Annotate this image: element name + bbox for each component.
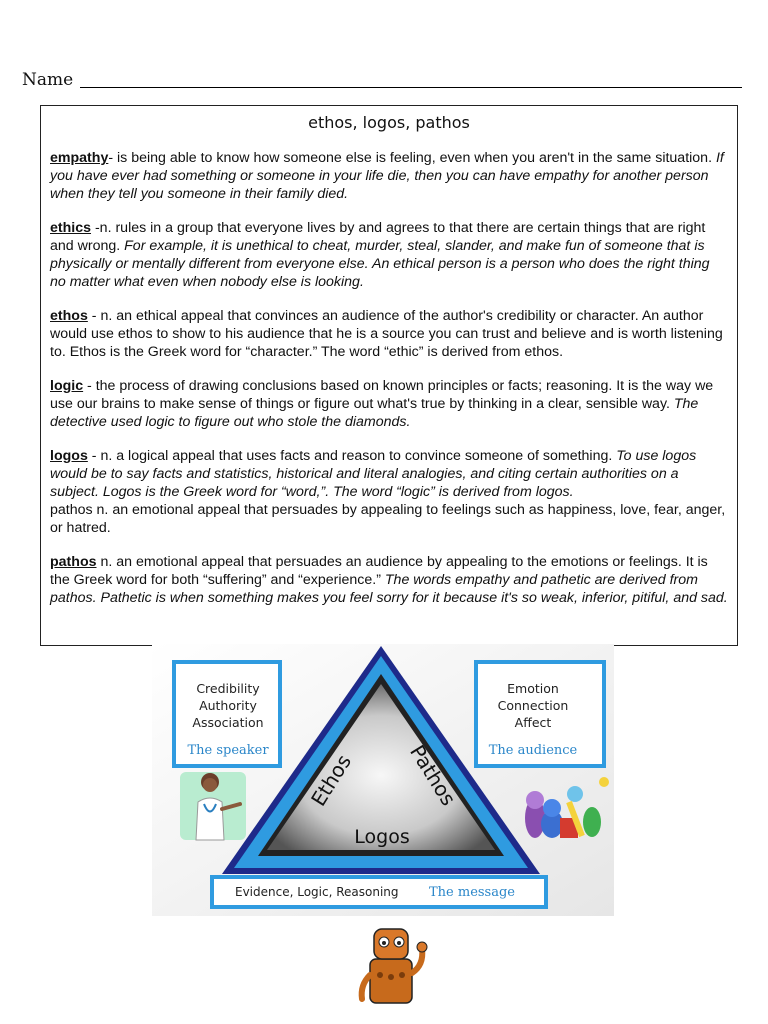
pathos-short-def: pathos n. an emotional appeal that persuades by appealing to feelings such as happiness, love, fear, anger, or hatred. <box>50 502 726 536</box>
entry-logic <box>50 377 729 431</box>
def-logic: - the process of drawing conclusions based on known principles or facts; reasoning. It is the way we use our brains to make sense of things or figure out what's true by thinking in a clear, sensible way. <box>50 378 714 412</box>
rhetorical-triangle-graphic <box>152 644 614 916</box>
box-title: ethos, logos, pathos <box>308 113 470 132</box>
logos-label: Logos <box>354 826 410 848</box>
example-logic: The detective used logic to figure out who stole the diamonds. <box>50 396 699 430</box>
speaker-tag: The speaker <box>187 743 269 758</box>
ethos-box-line-1: Credibility <box>196 681 260 696</box>
term-logic: logic <box>50 378 84 394</box>
entry-logos <box>50 447 729 537</box>
doctor-illustration <box>180 772 246 840</box>
entry-empathy <box>50 149 729 203</box>
audience-tag: The audience <box>488 743 578 758</box>
logos-box-text: Evidence, Logic, Reasoning <box>235 885 399 899</box>
example-empathy: If you have ever had something or someone in your life die, then you can have empathy for another person when they tell you someone in their family died. <box>50 150 724 202</box>
name-line[interactable] <box>80 87 742 88</box>
term-empathy: empathy <box>50 150 109 166</box>
term-ethos: ethos <box>50 308 88 324</box>
term-pathos: pathos <box>50 554 97 570</box>
ethos-label: Ethos <box>306 750 357 811</box>
entry-ethos <box>50 307 729 361</box>
pathos-label: Pathos <box>405 740 461 810</box>
name-row <box>22 70 742 92</box>
example-pathos: The words empathy and pathetic are derived from pathos. Pathetic is when something makes you feel sorry for it because it's so weak, inferior, pitiful, and sad. <box>50 572 728 606</box>
def-ethos: - n. an ethical appeal that convinces an audience of the author's credibility or character. An author would use ethos to show to his audience that he is a source you can trust and believe and is worth listening to. Ethos is the Greek word for “character.” The word “ethic” is derived from ethos. <box>50 308 723 360</box>
term-ethics: ethics <box>50 220 92 236</box>
def-pathos: n. an emotional appeal that persuades an audience by appealing to the emotions or feelings. It is the Greek word for both “suffering” and “experience.” <box>50 554 708 588</box>
ethos-box-line-3: Association <box>192 715 264 730</box>
ethos-box-line-2: Authority <box>199 698 257 713</box>
entry-ethics <box>50 219 729 291</box>
pathos-box-line-3: Affect <box>514 715 552 730</box>
def-empathy: - is being able to know how someone else is feeling, even when you aren't in the same situation. <box>108 150 716 166</box>
term-logos: logos <box>50 448 88 464</box>
moby-robot-illustration <box>352 925 432 1005</box>
name-label: Name <box>22 70 74 90</box>
pathos-box-line-2: Connection <box>497 698 569 713</box>
def-logos: - n. a logical appeal that uses facts and reason to convince someone of something. <box>87 448 617 464</box>
pathos-box-line-1: Emotion <box>507 681 559 696</box>
example-ethics: For example, it is unethical to cheat, murder, steal, slander, and make fun of someone that is physically or mentally different from everyone else. An ethical person is a person who does the right thing no matter what even when nobody else is looking. <box>50 238 710 290</box>
definitions-box <box>40 105 738 646</box>
message-tag: The message <box>429 885 515 900</box>
example-logos: To use logos would be to say facts and statistics, historical and literal analogies, and citing certain authorities on a subject. Logos is the Greek word for “word,”. The word “logic” is derived from logos. <box>50 448 697 500</box>
def-ethics: -n. rules in a group that everyone lives by and agrees to that there are certain things that are right and wrong. <box>50 220 706 254</box>
entry-pathos <box>50 553 729 607</box>
definitions-list <box>50 149 729 623</box>
